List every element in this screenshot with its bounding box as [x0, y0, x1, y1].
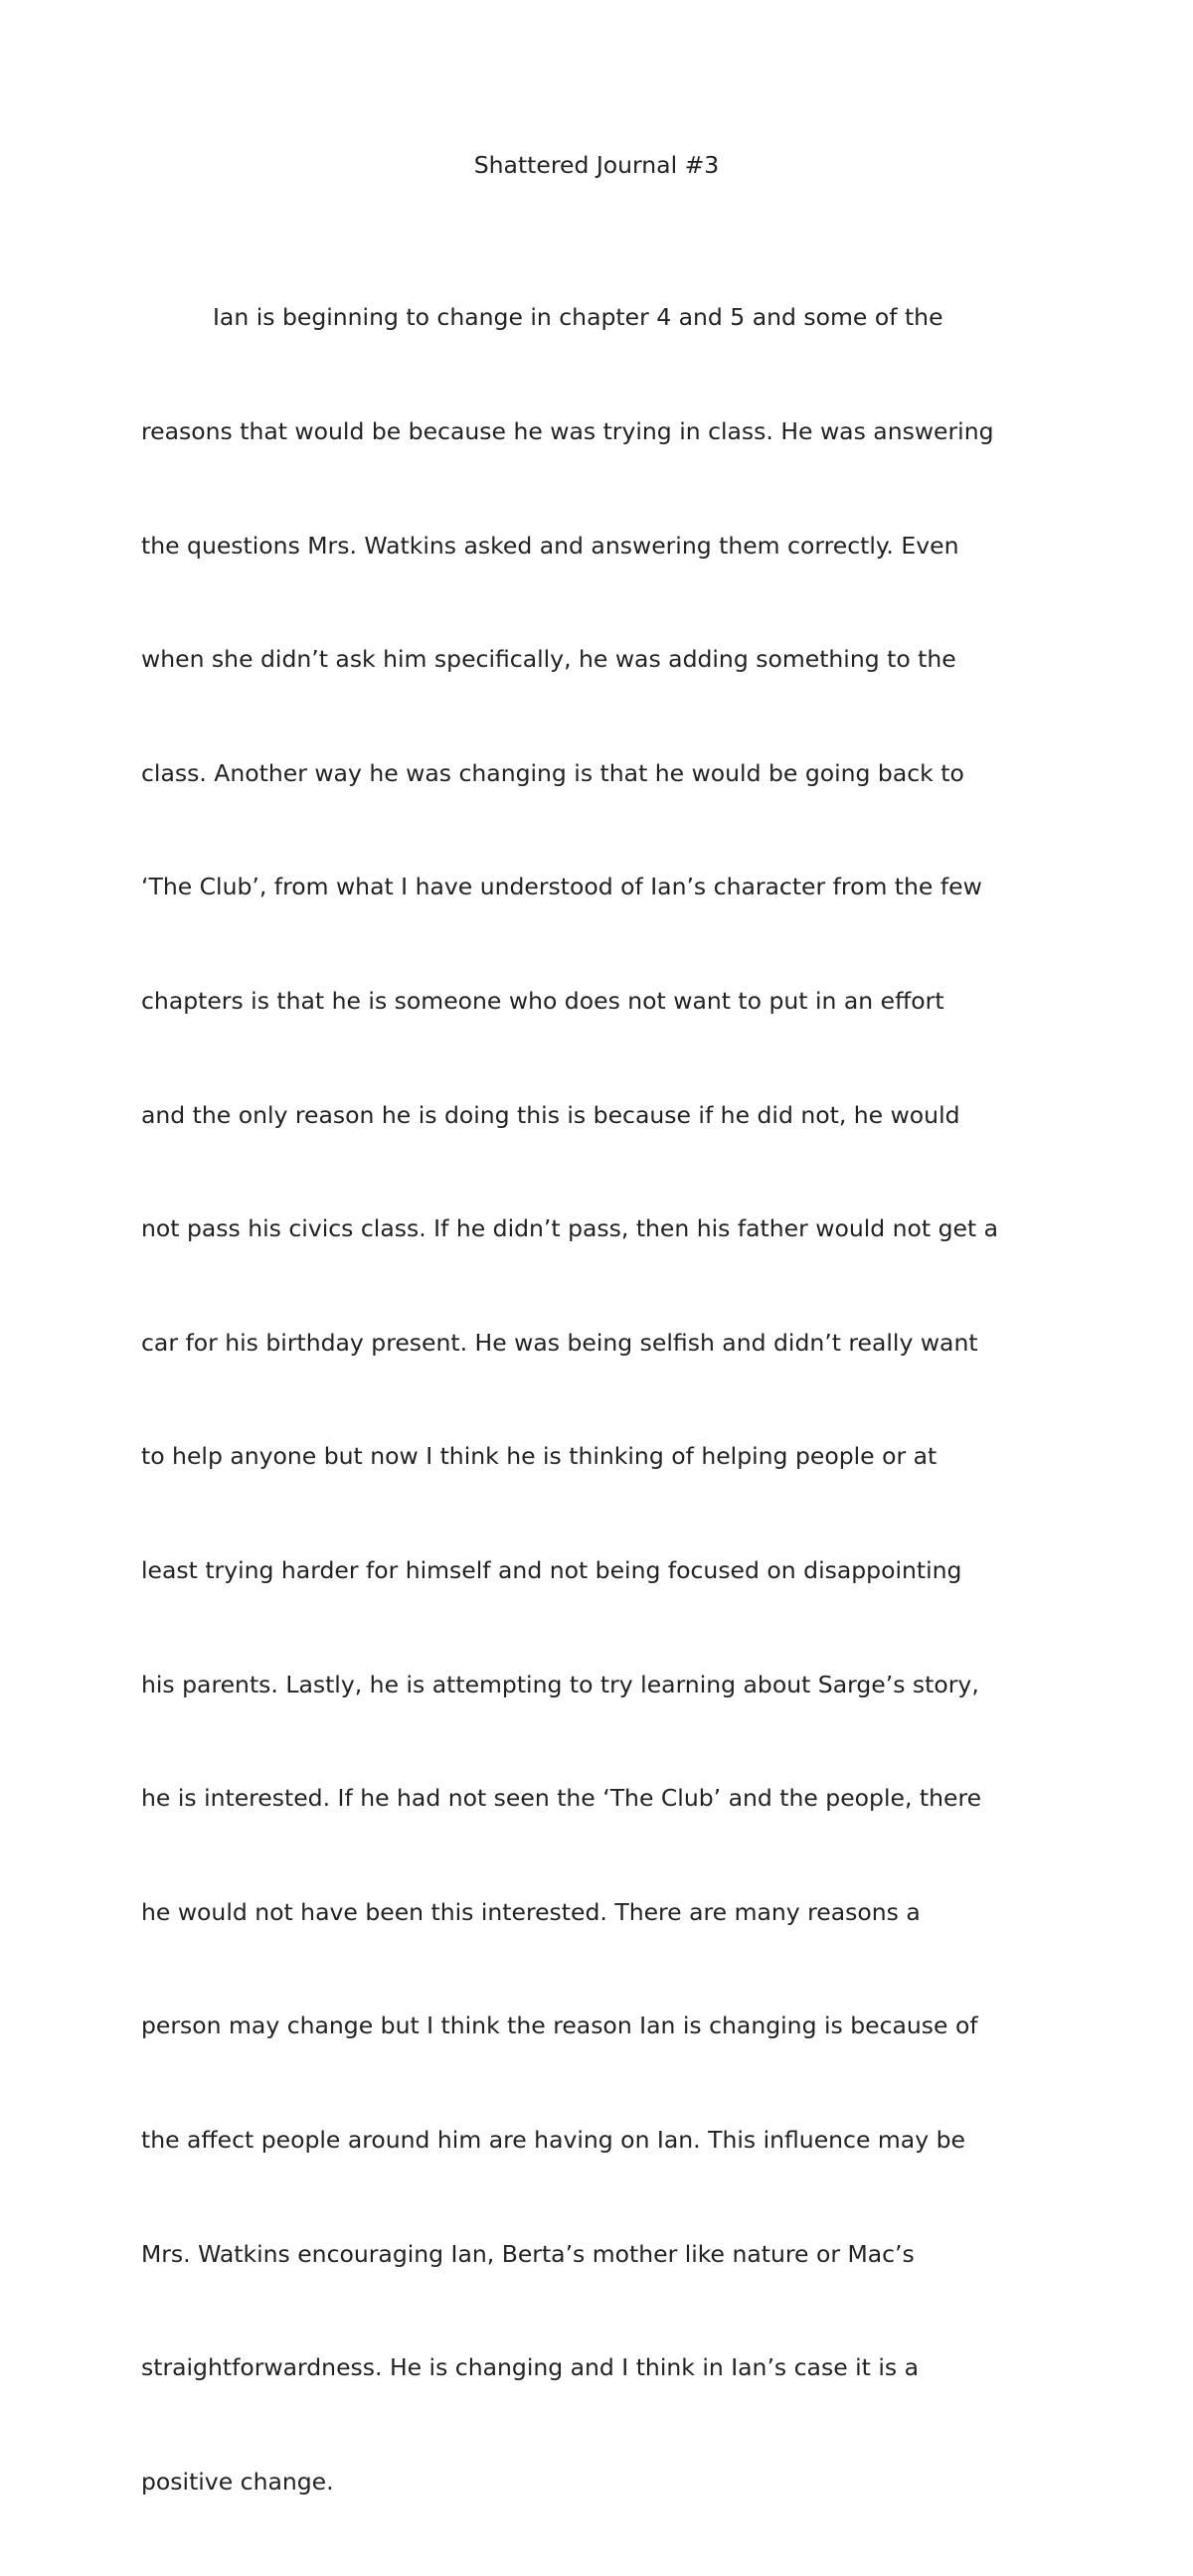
paragraph-line: not pass his civics class. If he didn’t pass, then his father would not get a — [141, 1214, 999, 1243]
paragraph-line: Mrs. Watkins encouraging Ian, Berta’s mother like nature or Mac’s — [141, 2239, 915, 2268]
document-title: Shattered Journal #3 — [473, 151, 720, 179]
paragraph-line: positive change. — [141, 2467, 334, 2496]
paragraph-line: his parents. Lastly, he is attempting to try learning about Sarge’s story, — [141, 1670, 979, 1698]
paragraph-line: car for his birthday present. He was being selfish and didn’t really want — [141, 1328, 978, 1357]
paragraph-line: he is interested. If he had not seen the ‘The Club’ and the people, there — [141, 1784, 982, 1813]
journal-paragraph — [141, 223, 998, 2576]
paragraph-line: straightforwardness. He is changing and I think in Ian’s case it is a — [141, 2353, 919, 2382]
paragraph-line: chapters is that he is someone who does not want to put in an effort — [141, 986, 944, 1015]
paragraph-line: the questions Mrs. Watkins asked and answering them correctly. Even — [141, 531, 959, 560]
paragraph-line: person may change but I think the reason Ian is changing is because of — [141, 2012, 978, 2040]
paragraph-line: the affect people around him are having on Ian. This influence may be — [141, 2125, 965, 2154]
paragraph-line: ‘The Club’, from what I have understood of Ian’s character from the few — [141, 873, 982, 901]
paragraph-line: Ian is beginning to change in chapter 4 and 5 and some of the — [213, 303, 943, 332]
paragraph-line: class. Another way he was changing is that he would be going back to — [141, 758, 964, 787]
paragraph-line: and the only reason he is doing this is because if he did not, he would — [141, 1100, 960, 1129]
paragraph-line: to help anyone but now I think he is thinking of helping people or at — [141, 1442, 937, 1471]
paragraph-line: when she didn’t ask him specifically, he was adding something to the — [141, 645, 956, 674]
paragraph-line: he would not have been this interested. There are many reasons a — [141, 1897, 921, 1926]
paragraph-line: reasons that would be because he was trying in class. He was answering — [141, 417, 994, 445]
paragraph-line: least trying harder for himself and not being focused on disappointing — [141, 1555, 962, 1584]
